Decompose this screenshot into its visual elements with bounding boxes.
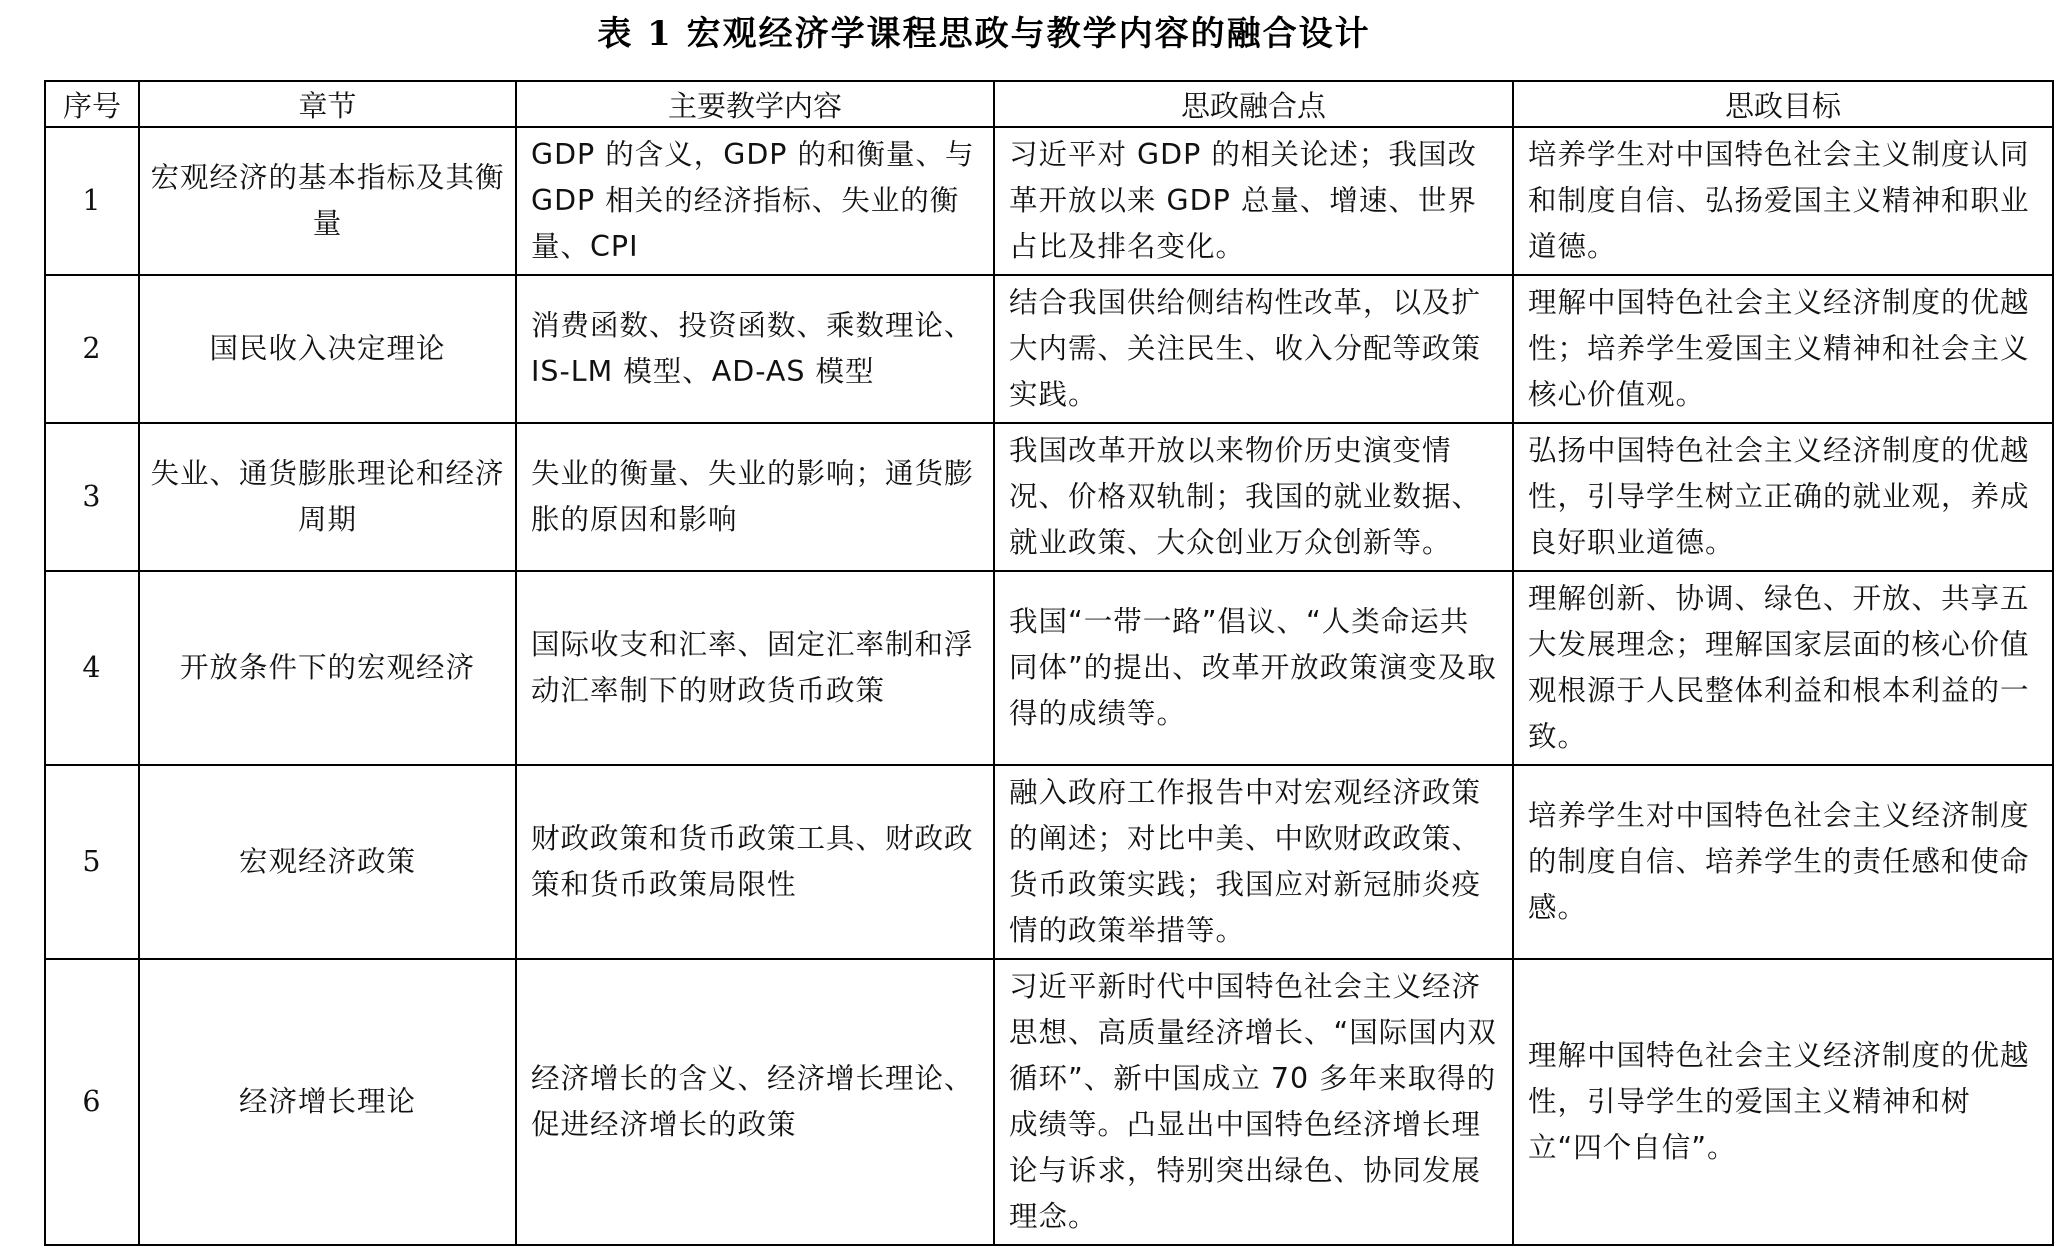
row-chapter: 宏观经济政策: [139, 765, 516, 959]
row-goals: 理解中国特色社会主义经济制度的优越性；培养学生爱国主义精神和社会主义核心价值观。: [1513, 275, 2053, 423]
table-title: 表 1 宏观经济学课程思政与教学内容的融合设计: [597, 14, 1371, 54]
row-index: 5: [45, 765, 139, 959]
header-chapter: 章节: [139, 81, 516, 127]
row-content: 财政政策和货币政策工具、财政政策和货币政策局限性: [516, 765, 994, 959]
table-row: [45, 275, 2053, 423]
row-index: 4: [45, 571, 139, 765]
row-points: 我国改革开放以来物价历史演变情况、价格双轨制；我国的就业数据、就业政策、大众创业万众创新等。: [994, 423, 1513, 571]
row-content: GDP 的含义，GDP 的和衡量、与 GDP 相关的经济指标、失业的衡量、CPI: [516, 127, 994, 275]
row-goals: 弘扬中国特色社会主义经济制度的优越性，引导学生树立正确的就业观，养成良好职业道德。: [1513, 423, 2053, 571]
header-goals: 思政目标: [1513, 81, 2053, 127]
row-content: 国际收支和汇率、固定汇率制和浮动汇率制下的财政货币政策: [516, 571, 994, 765]
header-index: 序号: [45, 81, 139, 127]
course-design-table: [44, 80, 2054, 1246]
row-points: 习近平新时代中国特色社会主义经济思想、高质量经济增长、“国际国内双循环”、新中国成立 70 多年来取得的成绩等。凸显出中国特色经济增长理论与诉求，特别突出绿色、协同发展理念。: [994, 959, 1513, 1245]
table-row: [45, 423, 2053, 571]
row-index: 2: [45, 275, 139, 423]
row-content: 失业的衡量、失业的影响；通货膨胀的原因和影响: [516, 423, 994, 571]
row-content: 经济增长的含义、经济增长理论、促进经济增长的政策: [516, 959, 994, 1245]
row-points: 习近平对 GDP 的相关论述；我国改革开放以来 GDP 总量、增速、世界占比及排名变化。: [994, 127, 1513, 275]
row-index: 3: [45, 423, 139, 571]
row-goals: 培养学生对中国特色社会主义经济制度的制度自信、培养学生的责任感和使命感。: [1513, 765, 2053, 959]
row-goals: 培养学生对中国特色社会主义制度认同和制度自信、弘扬爱国主义精神和职业道德。: [1513, 127, 2053, 275]
table-row: [45, 959, 2053, 1245]
row-goals: 理解创新、协调、绿色、开放、共享五大发展理念；理解国家层面的核心价值观根源于人民整体利益和根本利益的一致。: [1513, 571, 2053, 765]
row-index: 6: [45, 959, 139, 1245]
row-points: 结合我国供给侧结构性改革，以及扩大内需、关注民生、收入分配等政策实践。: [994, 275, 1513, 423]
row-content: 消费函数、投资函数、乘数理论、IS-LM 模型、AD-AS 模型: [516, 275, 994, 423]
row-index: 1: [45, 127, 139, 275]
row-points: 我国“一带一路”倡议、“人类命运共同体”的提出、改革开放政策演变及取得的成绩等。: [994, 571, 1513, 765]
table-row: [45, 127, 2053, 275]
header-points: 思政融合点: [994, 81, 1513, 127]
row-points: 融入政府工作报告中对宏观经济政策的阐述；对比中美、中欧财政政策、货币政策实践；我国应对新冠肺炎疫情的政策举措等。: [994, 765, 1513, 959]
row-chapter: 经济增长理论: [139, 959, 516, 1245]
row-chapter: 国民收入决定理论: [139, 275, 516, 423]
table-header-row: [45, 81, 2053, 127]
row-chapter: 失业、通货膨胀理论和经济周期: [139, 423, 516, 571]
row-goals: 理解中国特色社会主义经济制度的优越性，引导学生的爱国主义精神和树立“四个自信”。: [1513, 959, 2053, 1245]
row-chapter: 宏观经济的基本指标及其衡量: [139, 127, 516, 275]
header-content: 主要教学内容: [516, 81, 994, 127]
table-row: [45, 765, 2053, 959]
row-chapter: 开放条件下的宏观经济: [139, 571, 516, 765]
table-row: [45, 571, 2053, 765]
